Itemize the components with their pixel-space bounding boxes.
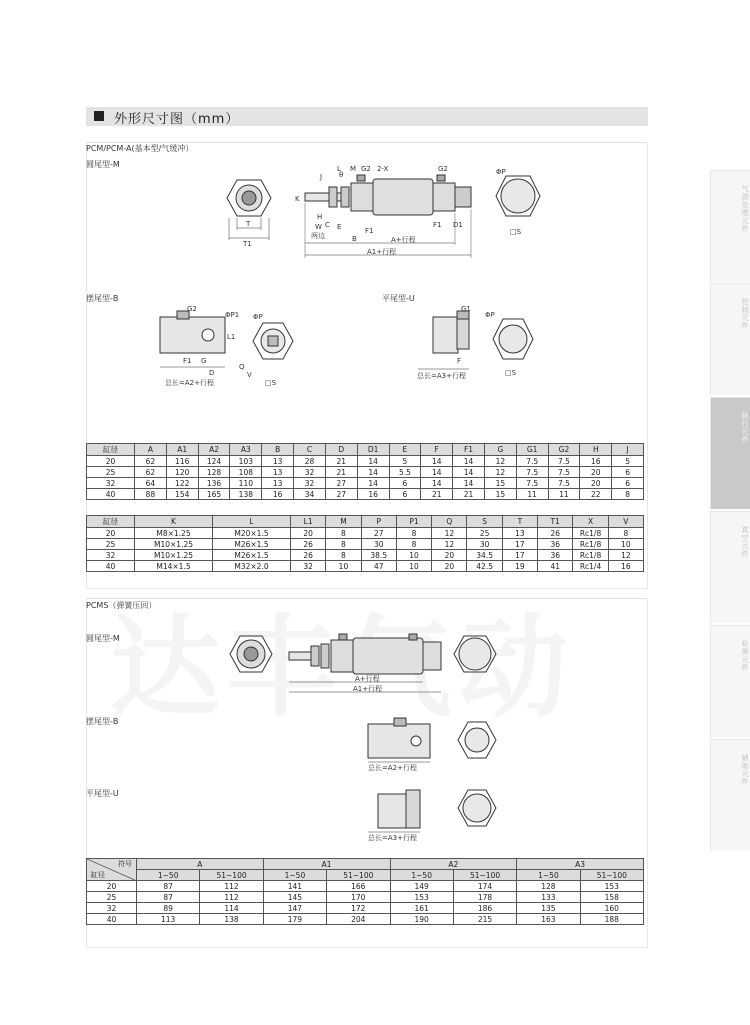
dim-S: □S bbox=[510, 228, 522, 236]
corner-top-label: 符号 bbox=[118, 860, 132, 868]
table-cell: M26×1.5 bbox=[213, 550, 291, 561]
table-cell: 89 bbox=[137, 903, 200, 914]
side-tab-auxiliary[interactable] bbox=[710, 739, 750, 851]
table-header-cell: S bbox=[467, 516, 502, 528]
dim-u-F: F bbox=[457, 357, 462, 365]
table-cell: 153 bbox=[390, 892, 453, 903]
table-cell: 170 bbox=[327, 892, 390, 903]
table-cell: 28 bbox=[294, 456, 326, 467]
table-cell: 13 bbox=[262, 478, 294, 489]
table-group-header: A1 bbox=[263, 859, 390, 870]
table-cell: 5 bbox=[612, 456, 644, 467]
pcms-flat-type-drawing bbox=[358, 786, 528, 846]
dim-u-S: □S bbox=[505, 369, 517, 377]
pcms-total-b: 总长=A2+行程 bbox=[368, 764, 417, 772]
section2-mount-b-label: 摆尾型-B bbox=[86, 717, 119, 726]
table-cell: M20×1.5 bbox=[213, 528, 291, 539]
table-cell: 8 bbox=[396, 539, 431, 550]
table-cell: 8 bbox=[612, 489, 644, 500]
dim-u-phiP: ΦP bbox=[485, 311, 495, 319]
table-cell: Rc1/4 bbox=[573, 561, 608, 572]
dim-J: J bbox=[320, 173, 323, 181]
table-cell: 112 bbox=[200, 881, 263, 892]
dim-b-phiP1: ΦP1 bbox=[225, 311, 240, 319]
table-cell: 172 bbox=[327, 903, 390, 914]
table-cell: 25 bbox=[467, 528, 502, 539]
table-row bbox=[87, 550, 644, 561]
table-cell: 20 bbox=[87, 528, 135, 539]
table-header-cell: B bbox=[262, 444, 294, 456]
table-row bbox=[87, 456, 644, 467]
table-cell: 7.5 bbox=[516, 467, 548, 478]
spec-table-2 bbox=[86, 515, 644, 572]
table-cell: M26×1.5 bbox=[213, 539, 291, 550]
table-cell: 14 bbox=[453, 456, 485, 467]
table-cell: 20 bbox=[432, 550, 467, 561]
dim-phiP: ΦP bbox=[496, 168, 506, 176]
table-group-header-row bbox=[87, 859, 644, 870]
table-cell: 11 bbox=[516, 489, 548, 500]
table-header-cell: A2 bbox=[198, 444, 230, 456]
table-cell: 62 bbox=[135, 456, 167, 467]
pcms-front-view-drawing bbox=[228, 632, 278, 682]
table-cell: 145 bbox=[263, 892, 326, 903]
table-cell: 160 bbox=[580, 903, 643, 914]
table-cell: 7.5 bbox=[516, 456, 548, 467]
table-cell: 12 bbox=[432, 528, 467, 539]
table-cell: 22 bbox=[580, 489, 612, 500]
table-cell: 10 bbox=[608, 539, 643, 550]
table-group-header: A3 bbox=[517, 859, 644, 870]
table-header-row bbox=[87, 444, 644, 456]
dim-b-D: D bbox=[209, 369, 215, 377]
table-cell: 27 bbox=[325, 478, 357, 489]
table-cell: 21 bbox=[421, 489, 453, 500]
table-cell: 38.5 bbox=[361, 550, 396, 561]
table-subheader: 1~50 bbox=[137, 870, 200, 881]
table-cell: M14×1.5 bbox=[135, 561, 213, 572]
dim-K: K bbox=[295, 195, 300, 203]
table-cell: 12 bbox=[484, 467, 516, 478]
table-cell: 36 bbox=[538, 539, 573, 550]
table-cell: 7.5 bbox=[548, 478, 580, 489]
table-cell: 116 bbox=[166, 456, 198, 467]
table-header-cell: G2 bbox=[548, 444, 580, 456]
table-cell: 8 bbox=[326, 528, 361, 539]
table-cell: 87 bbox=[137, 881, 200, 892]
table-cell: 8 bbox=[326, 550, 361, 561]
table-header-cell: L bbox=[213, 516, 291, 528]
table-cell: 34.5 bbox=[467, 550, 502, 561]
table-cell: 21 bbox=[325, 456, 357, 467]
section2-title: PCMS（弹簧压回） bbox=[86, 601, 157, 610]
table-cell: 113 bbox=[137, 914, 200, 925]
side-tab-label: 辅助元件 bbox=[741, 754, 749, 786]
table-cell: 32 bbox=[87, 903, 137, 914]
pcms-side-view-drawing bbox=[285, 630, 455, 695]
spec-table-3 bbox=[86, 858, 644, 925]
table-cell: 14 bbox=[421, 456, 453, 467]
table-header-cell: Q bbox=[432, 516, 467, 528]
dim-b-total: 总长=A2+行程 bbox=[165, 379, 214, 387]
table-cell: M10×1.25 bbox=[135, 550, 213, 561]
pcms-swing-type-drawing bbox=[358, 716, 528, 776]
table-cell: 166 bbox=[327, 881, 390, 892]
dim-b-S: □S bbox=[265, 379, 277, 387]
table-header-cell: P bbox=[361, 516, 396, 528]
table-cell: 6 bbox=[612, 478, 644, 489]
table-cell: 40 bbox=[87, 489, 135, 500]
side-view-drawing bbox=[295, 163, 490, 263]
side-tab-detection[interactable] bbox=[710, 625, 750, 737]
table-cell: 87 bbox=[137, 892, 200, 903]
table-corner-cell bbox=[87, 859, 137, 881]
table-cell: 36 bbox=[538, 550, 573, 561]
dim-b-F1: F1 bbox=[183, 357, 192, 365]
table-header-cell: M bbox=[326, 516, 361, 528]
table-row bbox=[87, 467, 644, 478]
table-cell: 15 bbox=[484, 489, 516, 500]
table-cell: 6 bbox=[389, 478, 421, 489]
table-cell: 6 bbox=[389, 489, 421, 500]
table-cell: 15 bbox=[484, 478, 516, 489]
table-cell: 12 bbox=[432, 539, 467, 550]
table-cell: 8 bbox=[396, 528, 431, 539]
table-header-cell: L1 bbox=[291, 516, 326, 528]
table-cell: 16 bbox=[357, 489, 389, 500]
table-cell: 128 bbox=[517, 881, 580, 892]
table-header-cell: C bbox=[294, 444, 326, 456]
dim-two-side: 两边 bbox=[311, 232, 325, 240]
table-cell: 141 bbox=[263, 881, 326, 892]
table-cell: 5.5 bbox=[389, 467, 421, 478]
table-cell: 10 bbox=[326, 561, 361, 572]
table-header-cell: P1 bbox=[396, 516, 431, 528]
table-cell: 20 bbox=[291, 528, 326, 539]
table-cell: 8 bbox=[326, 539, 361, 550]
pcms-total-u: 总长=A3+行程 bbox=[368, 834, 417, 842]
table-subheader: 51~100 bbox=[453, 870, 516, 881]
table-cell: 27 bbox=[325, 489, 357, 500]
dim-2-X: 2-X bbox=[377, 165, 389, 173]
table-cell: 215 bbox=[453, 914, 516, 925]
table-subheader-row bbox=[87, 870, 644, 881]
table-cell: 32 bbox=[294, 467, 326, 478]
rear-view-drawing bbox=[494, 168, 554, 240]
table-cell: 17 bbox=[502, 550, 537, 561]
table-cell: 20 bbox=[87, 881, 137, 892]
dim-G2: G2 bbox=[361, 165, 371, 173]
pcms-dim-A1: A1+行程 bbox=[353, 685, 383, 693]
table-row bbox=[87, 489, 644, 500]
table-header-cell: A bbox=[135, 444, 167, 456]
table-cell: 153 bbox=[580, 881, 643, 892]
table-subheader: 51~100 bbox=[200, 870, 263, 881]
table-row bbox=[87, 478, 644, 489]
table-cell: 20 bbox=[580, 467, 612, 478]
table-cell: 30 bbox=[467, 539, 502, 550]
table-row bbox=[87, 539, 644, 550]
table-cell: 25 bbox=[87, 467, 135, 478]
table-header-cell: E bbox=[389, 444, 421, 456]
table-cell: 112 bbox=[200, 892, 263, 903]
side-tab-actuator[interactable] bbox=[710, 397, 750, 509]
table-cell: 21 bbox=[453, 489, 485, 500]
table-cell: 12 bbox=[608, 550, 643, 561]
table-cell: 190 bbox=[390, 914, 453, 925]
table-cell: 5 bbox=[389, 456, 421, 467]
table-cell: 21 bbox=[325, 467, 357, 478]
table-cell: 7.5 bbox=[548, 456, 580, 467]
table-header-cell: 缸径 bbox=[87, 444, 135, 456]
table-cell: 20 bbox=[87, 456, 135, 467]
dim-T1: T1 bbox=[243, 240, 252, 248]
table-group-header: A2 bbox=[390, 859, 517, 870]
dim-M: M bbox=[350, 165, 357, 173]
table-cell: 178 bbox=[453, 892, 516, 903]
table-cell: 103 bbox=[230, 456, 262, 467]
dim-L: L bbox=[337, 165, 341, 173]
dim-F1-left: F1 bbox=[365, 227, 374, 235]
table-cell: 149 bbox=[390, 881, 453, 892]
table-cell: 158 bbox=[580, 892, 643, 903]
pcms-dim-A: A+行程 bbox=[355, 675, 380, 683]
table-row bbox=[87, 528, 644, 539]
table-cell: 19 bbox=[502, 561, 537, 572]
table-cell: 188 bbox=[580, 914, 643, 925]
table-row bbox=[87, 881, 644, 892]
section1-mount-u-label: 平尾型-U bbox=[382, 294, 415, 303]
dim-theta: θ bbox=[339, 171, 344, 179]
side-tab-label: 执行元件 bbox=[741, 412, 749, 444]
dim-b-phiP: ΦP bbox=[253, 313, 263, 321]
table-cell: M32×2.0 bbox=[213, 561, 291, 572]
table-cell: M8×1.25 bbox=[135, 528, 213, 539]
dim-B: B bbox=[352, 235, 357, 243]
table-cell: 110 bbox=[230, 478, 262, 489]
table-header-cell: D1 bbox=[357, 444, 389, 456]
dim-D1: D1 bbox=[453, 221, 463, 229]
table-cell: 124 bbox=[198, 456, 230, 467]
table-subheader: 1~50 bbox=[263, 870, 326, 881]
table-header-cell: D bbox=[325, 444, 357, 456]
table-cell: 14 bbox=[453, 478, 485, 489]
table-cell: 14 bbox=[421, 478, 453, 489]
front-view-drawing bbox=[225, 168, 285, 248]
table-cell: Rc1/8 bbox=[573, 528, 608, 539]
table-cell: 120 bbox=[166, 467, 198, 478]
side-tab-label: 气源处理元件 bbox=[741, 185, 749, 233]
table-cell: 40 bbox=[87, 561, 135, 572]
table-header-cell: G bbox=[484, 444, 516, 456]
table-cell: 14 bbox=[357, 456, 389, 467]
table-cell: 88 bbox=[135, 489, 167, 500]
table-cell: 138 bbox=[200, 914, 263, 925]
table-row bbox=[87, 914, 644, 925]
table-cell: 17 bbox=[502, 539, 537, 550]
table-cell: 32 bbox=[87, 478, 135, 489]
section1-title: PCM/PCM-A(基本型/气缓冲） bbox=[86, 144, 194, 153]
section2-mount-u-label: 平尾型-U bbox=[86, 789, 119, 798]
header-square-icon bbox=[94, 111, 104, 121]
table-row bbox=[87, 903, 644, 914]
table-cell: 138 bbox=[230, 489, 262, 500]
table-cell: 7.5 bbox=[548, 467, 580, 478]
table-header-cell: T bbox=[502, 516, 537, 528]
table-cell: 25 bbox=[87, 892, 137, 903]
table-cell: 13 bbox=[502, 528, 537, 539]
table-cell: 64 bbox=[135, 478, 167, 489]
side-tab-air-treatment[interactable] bbox=[710, 170, 750, 282]
table-cell: 6 bbox=[612, 467, 644, 478]
side-tab-vacuum[interactable] bbox=[710, 511, 750, 623]
table-cell: 147 bbox=[263, 903, 326, 914]
side-tab-label: 控制元件 bbox=[741, 298, 749, 330]
table-cell: 16 bbox=[580, 456, 612, 467]
dim-W: W bbox=[315, 223, 322, 231]
table-cell: 128 bbox=[198, 467, 230, 478]
dim-u-G1: G1 bbox=[461, 305, 471, 313]
table-cell: 133 bbox=[517, 892, 580, 903]
table-header-cell: V bbox=[608, 516, 643, 528]
table-cell: 20 bbox=[580, 478, 612, 489]
table-cell: Rc1/8 bbox=[573, 539, 608, 550]
table-cell: 14 bbox=[421, 467, 453, 478]
table-header-cell: F bbox=[421, 444, 453, 456]
table-header-cell: X bbox=[573, 516, 608, 528]
table-cell: 14 bbox=[357, 478, 389, 489]
table-cell: 26 bbox=[291, 539, 326, 550]
section2-mount-m-label: 圆尾型-M bbox=[86, 634, 120, 643]
corner-bottom-label: 缸径 bbox=[91, 871, 105, 879]
table-header-cell: A1 bbox=[166, 444, 198, 456]
dim-T: T bbox=[246, 220, 251, 228]
section1-mount-m-label: 圆尾型-M bbox=[86, 160, 120, 169]
table-header-cell: F1 bbox=[453, 444, 485, 456]
table-cell: 12 bbox=[484, 456, 516, 467]
table-cell: 163 bbox=[517, 914, 580, 925]
table-cell: 16 bbox=[262, 489, 294, 500]
table-cell: 11 bbox=[548, 489, 580, 500]
table-subheader: 1~50 bbox=[517, 870, 580, 881]
table-header-cell: K bbox=[135, 516, 213, 528]
table-cell: 10 bbox=[396, 561, 431, 572]
table-cell: 26 bbox=[291, 550, 326, 561]
table-cell: 20 bbox=[432, 561, 467, 572]
side-tab-control[interactable] bbox=[710, 283, 750, 395]
table-cell: 42.5 bbox=[467, 561, 502, 572]
dim-b-G: G bbox=[201, 357, 207, 365]
dim-E: E bbox=[337, 223, 342, 231]
table-cell: 16 bbox=[608, 561, 643, 572]
table-cell: 14 bbox=[357, 467, 389, 478]
table-cell: 136 bbox=[198, 478, 230, 489]
table-cell: 186 bbox=[453, 903, 516, 914]
table-cell: 10 bbox=[396, 550, 431, 561]
table-cell: 26 bbox=[538, 528, 573, 539]
table-cell: 30 bbox=[361, 539, 396, 550]
dim-u-total: 总长=A3+行程 bbox=[417, 372, 466, 380]
dim-C: C bbox=[325, 221, 330, 229]
table-cell: 14 bbox=[453, 467, 485, 478]
table-cell: 62 bbox=[135, 467, 167, 478]
table-group-header: A bbox=[137, 859, 264, 870]
table-cell: 34 bbox=[294, 489, 326, 500]
table-cell: 161 bbox=[390, 903, 453, 914]
table-header-cell: A3 bbox=[230, 444, 262, 456]
dim-A-stroke: A+行程 bbox=[391, 236, 416, 244]
table-cell: 165 bbox=[198, 489, 230, 500]
table-header-cell: J bbox=[612, 444, 644, 456]
swing-type-drawing bbox=[155, 305, 305, 393]
dim-A1-stroke: A1+行程 bbox=[367, 248, 397, 256]
side-tab-label: 检测元件 bbox=[741, 640, 749, 672]
table-cell: 108 bbox=[230, 467, 262, 478]
section-header bbox=[86, 107, 648, 126]
table-subheader: 51~100 bbox=[327, 870, 390, 881]
table-cell: 122 bbox=[166, 478, 198, 489]
table-subheader: 51~100 bbox=[580, 870, 643, 881]
dim-H: H bbox=[317, 213, 323, 221]
table-cell: 114 bbox=[200, 903, 263, 914]
dim-b-Q: Q bbox=[239, 363, 245, 371]
table-row bbox=[87, 561, 644, 572]
dim-b-G2: G2 bbox=[187, 305, 197, 313]
dim-b-V: V bbox=[247, 371, 252, 379]
table-row bbox=[87, 892, 644, 903]
table-subheader: 1~50 bbox=[390, 870, 453, 881]
table-cell: 13 bbox=[262, 467, 294, 478]
table-cell: M10×1.25 bbox=[135, 539, 213, 550]
table-cell: 25 bbox=[87, 539, 135, 550]
table-cell: 174 bbox=[453, 881, 516, 892]
table-cell: 40 bbox=[87, 914, 137, 925]
table-cell: 47 bbox=[361, 561, 396, 572]
page-title: 外形尺寸图（mm） bbox=[114, 112, 240, 127]
dim-G2-right: G2 bbox=[438, 165, 448, 173]
table-cell: 32 bbox=[291, 561, 326, 572]
table-cell: 13 bbox=[262, 456, 294, 467]
table-cell: 27 bbox=[361, 528, 396, 539]
flat-type-drawing bbox=[413, 305, 553, 385]
table-cell: 179 bbox=[263, 914, 326, 925]
side-tab-label: 真空元件 bbox=[741, 526, 749, 558]
table-cell: 154 bbox=[166, 489, 198, 500]
table-header-row bbox=[87, 516, 644, 528]
dim-b-L1: L1 bbox=[227, 333, 236, 341]
pcms-rear-view-drawing bbox=[452, 632, 502, 682]
table-cell: 41 bbox=[538, 561, 573, 572]
table-cell: 8 bbox=[608, 528, 643, 539]
table-cell: Rc1/8 bbox=[573, 550, 608, 561]
dim-F1-right: F1 bbox=[433, 221, 442, 229]
table-header-cell: 缸径 bbox=[87, 516, 135, 528]
table-header-cell: T1 bbox=[538, 516, 573, 528]
table-cell: 135 bbox=[517, 903, 580, 914]
spec-table-1 bbox=[86, 443, 644, 500]
table-cell: 7.5 bbox=[516, 478, 548, 489]
table-header-cell: G1 bbox=[516, 444, 548, 456]
table-header-cell: H bbox=[580, 444, 612, 456]
table-cell: 32 bbox=[87, 550, 135, 561]
table-cell: 204 bbox=[327, 914, 390, 925]
table-cell: 32 bbox=[294, 478, 326, 489]
section1-mount-b-label: 摆尾型-B bbox=[86, 294, 119, 303]
